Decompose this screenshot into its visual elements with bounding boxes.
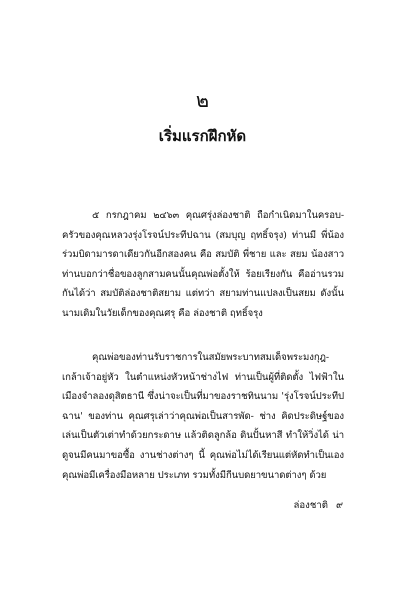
paragraph-text: คุณพ่อของท่านรับราชการในสมัยพระบาทสมเด็จพระมงกุฎ- เกล้าเจ้าอยู่หัว ในตำแหน่งหัวหน้าช่างไฟ ท่านเป็นผู้ที่ติดตั้ง ไฟฟ้าในเมืองจำลองดุสิตธานี ซึ่งน่าจะเป็นที่มาของราชทินนาม 'รุ่งโรจน์ประทีปฉาน' ของท่าน คุณศรุเล่าว่าคุณพ่อเป็นสารพัด- ช่าง คิดประดิษฐ์ของเล่นเป็นตัวเต่าทำด้วยกระดาษ แล้วติดลูกล้อ ดินปั้นหาสี ทำให้วิ่งได้ น่าดูจนมีคนมาขอซื้อ งานช่างต่างๆ นี้ คุณพ่อไม่ได้เรียนแต่หัดทำเป็นเอง คุณพ่อมีเครื่องมือหลาย ประเภท รวมทั้งมีกีนบดยาขนาดต่างๆ ด้วย bbox=[62, 352, 344, 481]
page-footer bbox=[294, 499, 344, 513]
page-number: ๙ bbox=[335, 500, 343, 511]
chapter-number: ๒ bbox=[195, 88, 210, 112]
chapter-title: เริ่มแรกฝึกหัด bbox=[158, 127, 247, 145]
running-title: ล่องชาติ bbox=[293, 500, 328, 511]
body-paragraph-1 bbox=[62, 206, 344, 324]
body-paragraph-2 bbox=[62, 348, 344, 485]
paragraph-text: ๕ กรกฎาคม ๒๔๖๓ คุณศรุ่งล่องชาติ ถือกำเนิดมาในครอบ- ครัวของคุณหลวงรุ่งโรจน์ประทีปฉาน (สมบุญ ฤทธิ์จรุง) ท่านมี พี่น้องร่วมบิดามารดาเดียวกันอีกสองคน คือ สมบัติ พี่ชาย และ สยม น้องสาว ท่านบอกว่าชื่อของลูกสามคนนั้นคุณพ่อตั้งให้ ร้อยเรียงกัน คืออ่านรวมกันได้ว่า สมบัติล่องชาติสยาม แต่ทว่า สยามท่านแปลงเป็นสยม ดังนั้นนามเดิมในวัยเด็กของคุณศรุ คือ ล่องชาติ ฤทธิ์จรุง bbox=[62, 210, 344, 319]
